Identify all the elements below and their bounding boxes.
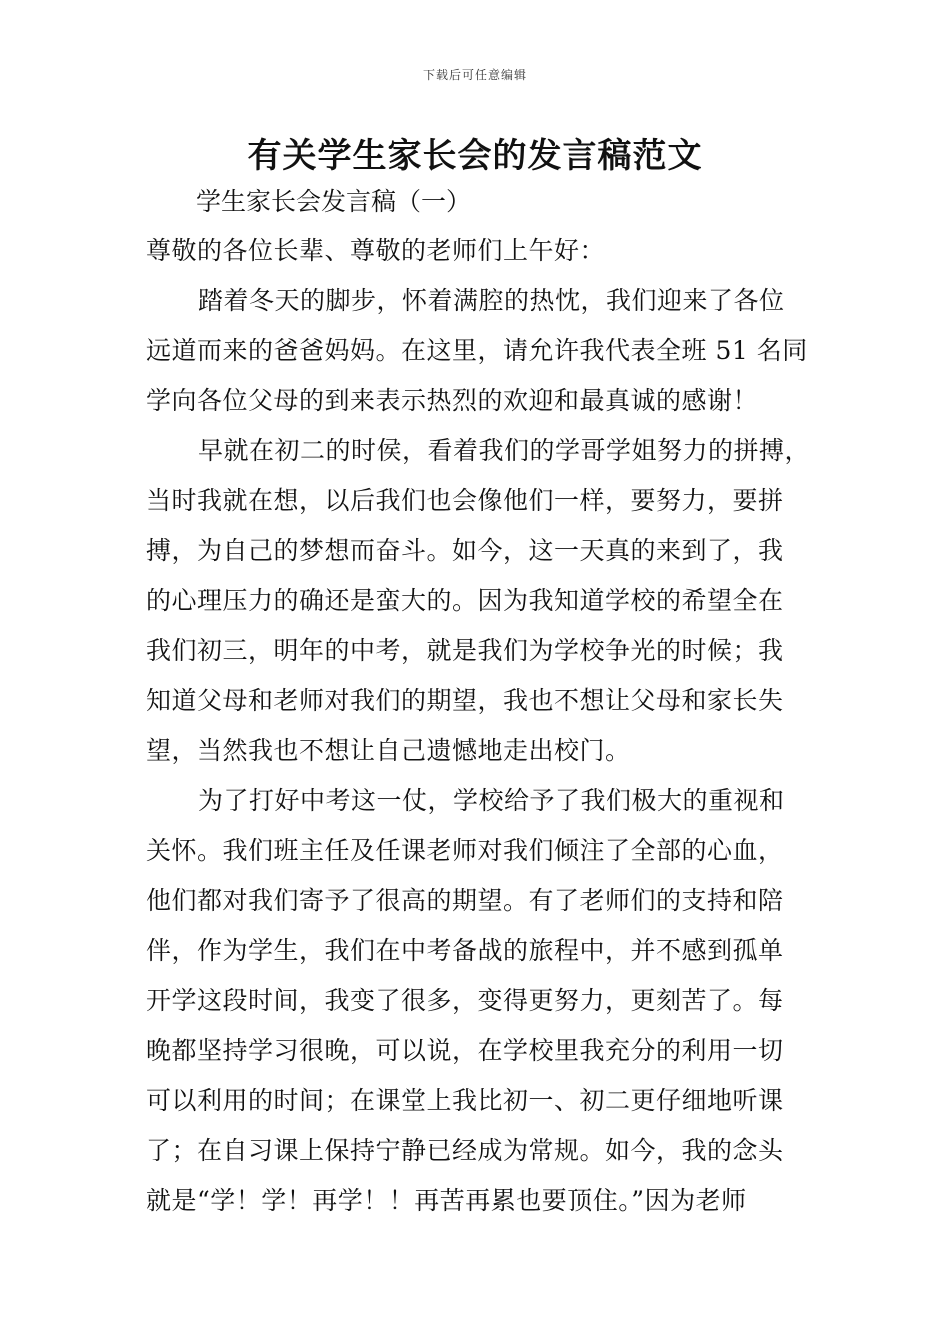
text-line: 学向各位父母的到来表示热烈的欢迎和最真诚的感谢！ bbox=[146, 386, 759, 415]
text-line: 就是“学！学！再学！！再苦再累也要顶住。”因为老师 bbox=[146, 1186, 747, 1215]
text-line: 晚都坚持学习很晚，可以说，在学校里我充分的利用一切 bbox=[146, 1036, 784, 1065]
text-line: 知道父母和老师对我们的期望，我也不想让父母和家长失 bbox=[146, 686, 784, 715]
text-line: 远道而来的爸爸妈妈。在这里，请允许我代表全班 51 名同 bbox=[146, 336, 808, 365]
header-note: 下载后可任意编辑 bbox=[422, 68, 527, 82]
text-line: 踏着冬天的脚步，怀着满腔的热忱，我们迎来了各位 bbox=[198, 286, 785, 315]
text-line: 我们初三，明年的中考，就是我们为学校争光的时候；我 bbox=[146, 636, 784, 665]
text-line: 尊敬的各位长辈、尊敬的老师们上午好： bbox=[146, 236, 606, 265]
text-line: 为了打好中考这一仗，学校给予了我们极大的重视和 bbox=[198, 786, 785, 815]
text-line: 关怀。我们班主任及任课老师对我们倾注了全部的心血， bbox=[146, 836, 784, 865]
text-line: 早就在初二的时侯，看着我们的学哥学姐努力的拼搏， bbox=[198, 436, 811, 465]
text-line: 当时我就在想，以后我们也会像他们一样，要努力，要拼 bbox=[146, 486, 784, 515]
text-line: 可以利用的时间；在课堂上我比初一、初二更仔细地听课 bbox=[146, 1086, 784, 1115]
body-text bbox=[146, 232, 826, 1232]
text-line: 了；在自习课上保持宁静已经成为常规。如今，我的念头 bbox=[146, 1136, 784, 1165]
text-line: 的心理压力的确还是蛮大的。因为我知道学校的希望全在 bbox=[146, 586, 784, 615]
document-subtitle: 学生家长会发言稿（一） bbox=[196, 187, 472, 216]
text-line: 开学这段时间，我变了很多，变得更努力，更刻苦了。每 bbox=[146, 986, 784, 1015]
text-line: 望，当然我也不想让自己遗憾地走出校门。 bbox=[146, 736, 631, 765]
text-line: 伴，作为学生，我们在中考备战的旅程中，并不感到孤单 bbox=[146, 936, 784, 965]
text-line: 搏，为自己的梦想而奋斗。如今，这一天真的来到了，我 bbox=[146, 536, 784, 565]
document-title: 有关学生家长会的发言稿范文 bbox=[247, 136, 703, 176]
text-line: 他们都对我们寄予了很高的期望。有了老师们的支持和陪 bbox=[146, 886, 784, 915]
